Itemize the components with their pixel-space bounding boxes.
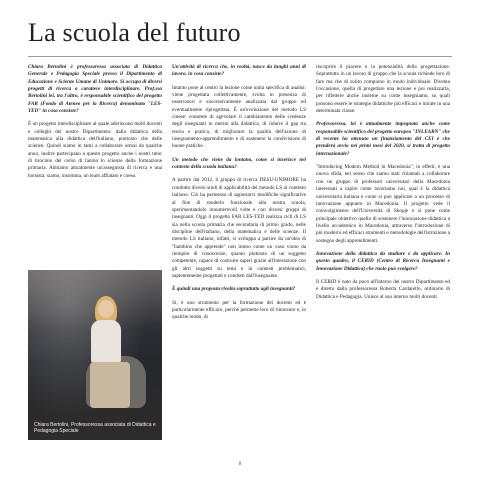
- person-head: [98, 300, 114, 318]
- answer-paragraph: Sì, è uno strumento per la formazione dei docenti ed è particolarmente efficace, perché permette loro di rinnovare e, in qualche modo, di: [172, 299, 306, 321]
- page-number: 8: [238, 462, 242, 467]
- person-legs: [90, 362, 130, 408]
- column-2: [172, 64, 306, 328]
- interview-photo: [28, 270, 162, 440]
- question-paragraph: Chiara Bertolini è professoressa associata di Didattica Generale e Pedagogia Speciale presso il Dipartimento di Educazione e Scienze Umane di Unimore. Si occupa di diversi progetti di ricerca a carattere interdisciplinare. Prof.ssa Bertolini lei, tra l'altro, è responsabile scientifico del progetto FAR (Fondo di Ateneo per la Ricerca) denominato "LES-TED" in cosa consiste?: [28, 64, 162, 115]
- answer-paragraph: A partire dal 2012, il gruppo di ricerca DESU-UNIMORE ha condotto diversi studi di applicabilità del metodo LS al contesto italiano. Ciò ha permesso di apportarvi modifiche significative al fine di renderlo funzionale alla nostra scuola, sperimentandolo innumerevoli volte e con diversi gruppi di insegnanti. Oggi il progetto FAR LES-TED realizza cicli di LS sia nella scuola primaria che secondaria di primo grado, nelle discipline dell'italiano, della matematica e delle scienze. Il metodo LS italiano, infatti, si sviluppa a partire da un'idea di "bambino che apprende" non inteso come un vaso vuoto da riempire di conoscenze, quanto piuttosto di un soggetto competente, capace di costruire saperi grazie all'interazione con gli altri soggetti su temi e in contesti problematici, sapientemente progettati e condotti dall'insegnante.: [172, 177, 306, 279]
- person-body: [91, 320, 121, 364]
- answer-paragraph: "Introducing Modern Method in Macedonia", in effetti, è una nuova sfida, nel senso che siamo stati chiamati a collaborare con un gruppo di professori universitari della Macedonia interessati a capire come lavoriamo noi, qual è la didattica universitaria italiana e come si può applicare a un processo di innovazione appunto in Macedonia. Il progetto vede il coinvolgimento dell'Università di Skopje e si pone come principale obiettivo quello di sostenere l'innovazione didattica a livello accademico in Macedonia, attraverso l'introduzione di più moderni ed efficaci strumenti e metodologie dell'istruzione a sostegno degli apprendimenti.: [316, 164, 450, 244]
- question-paragraph: Professoressa, lei è attualmente impegnata anche come responsabile scientifico del progetto europeo "INLEARN" che di recente ha ottenuto un finanziamento del CEI e che prenderà avvio nei primi mesi del 2020, si tratta di progetto internazionale?: [316, 121, 450, 157]
- title-divider: [28, 56, 452, 57]
- question-paragraph: È quindi una proposta rivolta soprattutto agli insegnanti?: [172, 286, 296, 293]
- answer-paragraph: Il CERID è nato da poco all'interno del nostro Dipartimento ed è diretto dalla professoressa Roberta Cardarello, ordinario di Didattica e Pedagogia. Unisce al suo interno molti docenti: [316, 278, 450, 300]
- column-1: [28, 64, 162, 186]
- question-paragraph: Un'attività di ricerca che, in realtà, nasce da lunghi anni di lavoro, in cosa consiste?: [172, 64, 306, 78]
- photo-caption: Chiara Bertolini, Professoressa associata di Didattica e Pedagogia Speciale: [34, 422, 156, 434]
- column-3: [316, 64, 450, 307]
- question-paragraph: Innovazione della didattica da studiare e da applicare. In questo quadro, il CERID (Centro di Ricerca Insegnanti e Innovazione Didattica) che ruolo può svolgere?: [316, 250, 450, 272]
- page-title: La scuola del futuro: [28, 18, 241, 47]
- answer-paragraph: riscoprire il piacere e la potenzialità della progettazione. Soprattutto in un lavoro di gruppo che la scuola richiede loro di fare ma che di solito compiono in modo individuale. Diventa l'occasione, quella di progettare una lezione e poi realizzarla, per riflettere anche insieme su come insegniamo, su quali possono essere le strategie didattiche più efficaci e mirate in una determinata classe.: [316, 64, 450, 115]
- answer-paragraph: È un progetto interdisciplinare al quale aderiscono molti docenti e colleghi del nostro Dipartimento: dalla didattica della matematica alla didattica dell'italiano, piuttosto che delle scienze. Quindi siamo in tanti a collaborare ormai da qualche anno, inoltre partecipano a questo progetto anche i nostri tutor di tirocinio del corso di laurea in scienze della formazione primaria. Abbiamo attualmente un'assegnista di ricerca e una borsista: siamo, insomma, un team affiatato e coeso.: [28, 121, 162, 179]
- answer-paragraph: Intanto pone al centro la lezione come unità specifica di analisi: viene progettata collettivamente, svolta in presenza di osservatori e successivamente analizzata dal gruppo ed eventualmente riprogettata. È un'evoluzione del metodo LS cinese: consente di agevolare il cambiamento delle credenze degli insegnanti in merito alla didattica, di ridurre il gap tra teoria e pratica, di migliorare la qualità dell'azione di insegnamento-apprendimento e di sostenere la condivisione di buone pratiche.: [172, 84, 306, 150]
- question-paragraph: Un metodo che viene da lontano, come si inserisce nel contesto della scuola italiana?: [172, 156, 306, 171]
